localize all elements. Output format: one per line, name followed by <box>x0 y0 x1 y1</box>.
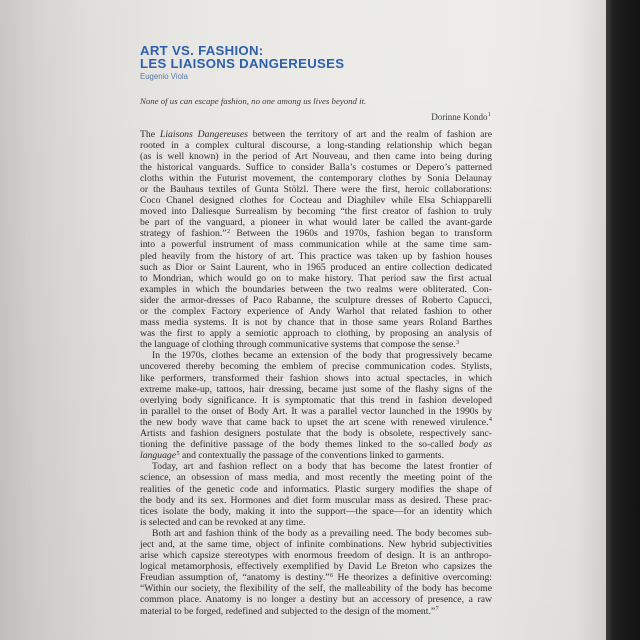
text-line <box>140 484 492 495</box>
text-line <box>140 273 492 284</box>
text-run: cloths within the Futurist movement, the contemporary clothes by Sonia Delaunay <box>140 172 492 184</box>
text-run: pled heavily from the history of art. This practice was taken up by fashion houses <box>140 250 492 262</box>
text-run: was the first to apply a semiotic approach to clothing, by proposing an analysis of <box>140 328 492 340</box>
text-line <box>140 472 492 483</box>
text-run: moved into Daliesque Surrealism by becoming “the first creator of fashion to truly <box>140 206 492 218</box>
text-line <box>140 317 492 328</box>
text-run: strategy of fashion.” <box>140 228 227 240</box>
body-paragraph <box>140 350 492 461</box>
text-line <box>140 217 492 228</box>
text-line <box>140 361 492 372</box>
text-run: (as is well known) in the period of Art Nouveau, and then came into being during <box>140 150 492 162</box>
text-run: be part of the vanguard, a pioneer in what would later be called the avant-garde <box>140 217 492 229</box>
text-line <box>140 550 492 561</box>
article-title <box>140 45 344 70</box>
text-line <box>140 506 492 517</box>
text-line <box>140 328 492 339</box>
text-run: like performers, transformed their fashion shows into actual spectacles, in which <box>140 372 492 384</box>
text-run: rooted in a complex cultural discourse, a long-standing relationship which began <box>140 139 492 151</box>
text-run: “Within our society, the flexibility of the self, the malleability of the body has become <box>140 583 492 595</box>
text-run: material to be forged, redefined and subjected to the design of the moment.” <box>140 605 436 617</box>
italic-text-run: language <box>140 450 177 462</box>
text-run: or the complex Factory experience of Andy Warhol that related fashion to other <box>140 306 492 317</box>
dark-background-edge <box>606 0 640 640</box>
text-line <box>140 295 492 306</box>
text-run: extreme make-up, tattoos, hair dressing, became just some of the flashy signs of the <box>140 383 492 395</box>
footnote-marker: 4 <box>488 416 492 424</box>
text-line <box>140 417 492 428</box>
text-line <box>140 151 492 162</box>
text-run: examples in which the boundaries between the two realms were obliterated. Con- <box>140 283 492 295</box>
text-line <box>140 528 492 539</box>
text-line <box>140 572 492 583</box>
text-run: is selected and can be revoked at any time. <box>140 516 306 528</box>
text-line <box>140 262 492 273</box>
text-run: Coco Chanel designed clothes for Cocteau and Diaghilev while Elsa Schiapparelli <box>140 195 492 207</box>
text-run: such as Dior or Saint Laurent, who in 1965 produced an entire collection dedicated <box>140 261 492 273</box>
text-run: uncovered thereby becoming the emblem of precise communication codes. Stylists, <box>140 361 492 373</box>
text-line <box>140 162 492 173</box>
text-run: Between the 1960s and 1970s, fashion began to transform <box>230 228 492 240</box>
text-line <box>140 495 492 506</box>
text-run: logical metamorphosis, effectively exemplified by David Le Breton who capsizes the <box>140 561 492 573</box>
title-line-2: LES LIAISONS DANGEREUSES <box>140 55 345 71</box>
text-run: and contextually the passage of the conventions linked to garments. <box>179 450 444 462</box>
footnote-marker: 1 <box>487 111 491 119</box>
text-line <box>140 206 492 217</box>
text-line <box>140 251 492 262</box>
text-run: the new body wave that came back to upset the art scene with renewed virulence. <box>140 416 489 428</box>
text-line <box>140 173 492 184</box>
text-run: science, an obsession of mass media, and most recently the meeting point of the <box>140 472 492 484</box>
body-paragraph <box>140 528 492 617</box>
text-run: tioning the definitive passage of the body themes linked to the so-called <box>140 439 459 451</box>
text-line <box>140 428 492 439</box>
text-line <box>140 373 492 384</box>
text-line <box>140 129 492 140</box>
text-line <box>140 284 492 295</box>
footnote-marker: 2 <box>226 227 231 235</box>
text-run: tices isolate the body, making it into the support—the space—for an identity which <box>140 505 492 517</box>
text-line <box>140 228 492 239</box>
article <box>140 0 492 640</box>
text-run: He theorizes a definitive overcoming: <box>333 572 492 584</box>
text-run: between the territory of art and the realm of fashion are <box>247 128 493 140</box>
text-run: In the 1970s, clothes became an extension of the body that progressively became <box>152 350 492 362</box>
text-line <box>140 406 492 417</box>
text-run: overlying body significance. It is symptomatic that this trend in fashion developed <box>140 394 492 406</box>
text-run: the historical vanguards. Suffice to consider Balla’s costumes or Depero’s patterned <box>140 161 492 173</box>
text-line <box>140 239 492 250</box>
footnote-marker: 6 <box>329 571 334 579</box>
text-run: sider the armor-dresses of Paco Rabanne, the sculpture dresses of Roberto Capucci, <box>140 294 492 306</box>
text-run: Artists and fashion designers postulate that the body is obsolete, respectively sanc- <box>140 428 492 440</box>
text-line <box>140 384 492 395</box>
epigraph-attribution <box>431 112 491 122</box>
text-run: to Mondrian, which would go on to make history. That period saw the first actual <box>140 272 492 284</box>
footnote-marker: 3 <box>455 338 460 346</box>
text-line <box>140 439 492 450</box>
text-run: or the Bauhaus textiles of Gunta Stölzl. There were the first, heroic collaborations: <box>140 183 492 195</box>
italic-text-run: body as <box>458 439 492 451</box>
text-line <box>140 339 492 350</box>
text-run: Both art and fashion think of the body as a prevailing need. The body becomes sub- <box>152 527 492 539</box>
text-line <box>140 539 492 550</box>
text-run: Freudian assumption of, “anatomy is destiny.” <box>140 572 330 584</box>
body-text <box>140 129 492 617</box>
epigraph-quote: None of us can escape fashion, no one among us lives beyond it. <box>140 96 367 106</box>
text-run: the language of clothing through communicative systems that compose the sense. <box>140 339 456 351</box>
text-run: common place. Anatomy is no longer a destiny but an accessory of presence, a raw <box>140 594 492 606</box>
text-line <box>140 306 492 317</box>
text-run: ject and, at the same time, object of infinite combinations. New hybrid subjectivities <box>140 538 492 550</box>
body-paragraph <box>140 129 492 351</box>
footnote-marker: 5 <box>176 449 180 457</box>
author-name: Eugenio Viola <box>140 72 188 81</box>
text-run: mass media systems. It is not by chance that in those same years Roland Barthes <box>140 317 492 329</box>
italic-text-run: Liaisons Dangereuses <box>159 128 248 140</box>
text-line <box>140 195 492 206</box>
text-run: realities of the genetic code and informatics. Plastic surgery modifies the shape of <box>140 483 492 495</box>
text-line <box>140 606 492 617</box>
epigraph-author: Dorinne Kondo <box>431 112 488 122</box>
text-run: Today, art and fashion reflect on a body that has become the latest frontier of <box>152 461 492 473</box>
text-line <box>140 594 492 605</box>
text-run: arise which capsize stereotypes with enormous freedom of design. It is an anthropo- <box>140 550 492 562</box>
text-line <box>140 184 492 195</box>
title-line-1: ART VS. FASHION: <box>140 43 264 58</box>
text-line <box>140 140 492 151</box>
text-line <box>140 350 492 361</box>
text-run: The <box>140 128 160 140</box>
text-run: the body and its sex. Hormones and diet form muscular mass as desired. These prac- <box>140 494 492 506</box>
text-line <box>140 450 492 461</box>
text-run: in parallel to the onset of Body Art. It was a parallel vector launched in the 1990s by <box>140 405 492 417</box>
text-line <box>140 395 492 406</box>
text-run: into a powerful instrument of mass communication while at the same time sam- <box>140 239 492 251</box>
text-line <box>140 561 492 572</box>
text-line <box>140 461 492 472</box>
footnote-marker: 7 <box>435 604 439 612</box>
text-line <box>140 583 492 594</box>
body-paragraph <box>140 461 492 528</box>
text-line <box>140 517 492 528</box>
